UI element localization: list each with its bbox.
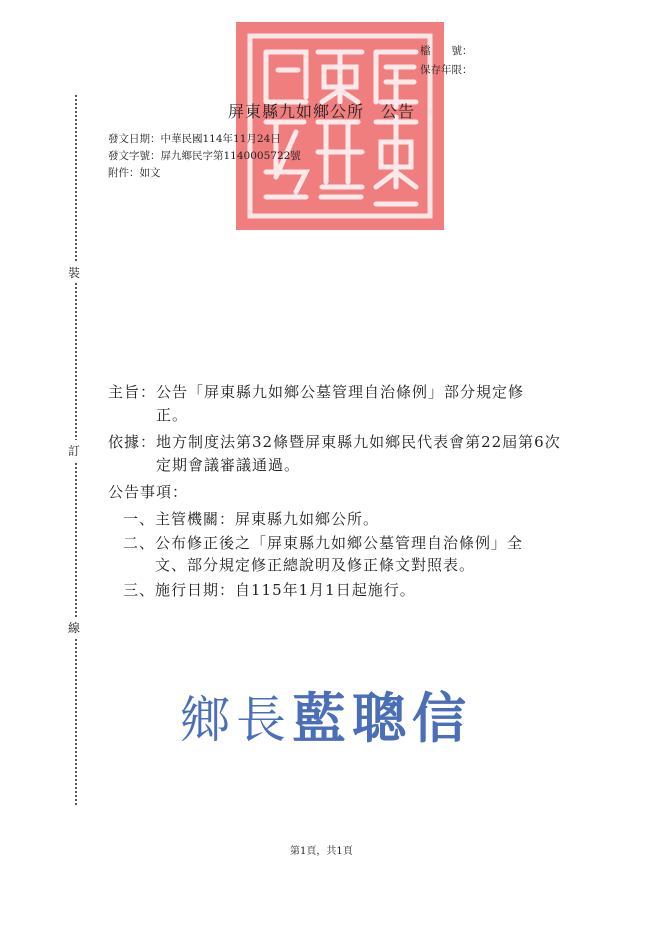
- items-heading: 公告事項：: [108, 483, 189, 501]
- binding-char: 裝: [68, 262, 80, 283]
- item: 一、主管機關：屏東縣九如鄉公所。: [123, 510, 380, 528]
- signature-name: 藍聰信: [292, 686, 472, 750]
- signature-stamp: [180, 676, 472, 753]
- subject-line: 主旨：公告「屏東縣九如鄉公墓管理自治條例」部分規定修: [108, 383, 525, 401]
- item: 文、部分規定修正總說明及修正條文對照表。: [155, 556, 476, 574]
- basis-line: 定期會議審議通過。: [156, 456, 301, 474]
- official-seal: [236, 22, 444, 230]
- seal-graphic: [236, 22, 444, 230]
- basis-line: 依據：地方制度法第32條暨屏東縣九如鄉民代表會第22屆第6次: [108, 433, 561, 451]
- item: 二、公布修正後之「屏東縣九如鄉公墓管理自治條例」全: [123, 534, 524, 552]
- issue-date: 發文日期：中華民國114年11月24日: [108, 133, 281, 145]
- file-number-label: 檔 號：: [420, 45, 473, 57]
- attachment: 附件：如文: [108, 167, 161, 179]
- subject-line: 正。: [156, 406, 189, 424]
- binding-char: 訂: [68, 440, 80, 461]
- page-footer: 第1頁，共1頁: [290, 846, 353, 857]
- doc-number: 發文字號：屏九鄉民字第1140005722號: [108, 150, 301, 162]
- signature-title: 鄉長: [180, 691, 292, 749]
- item: 三、施行日期：自115年1月1日起施行。: [123, 581, 416, 599]
- retention-label: 保存年限：: [420, 64, 473, 76]
- binding-char: 線: [68, 617, 80, 638]
- page-title: 屏東縣九如鄉公所 公告: [228, 102, 416, 121]
